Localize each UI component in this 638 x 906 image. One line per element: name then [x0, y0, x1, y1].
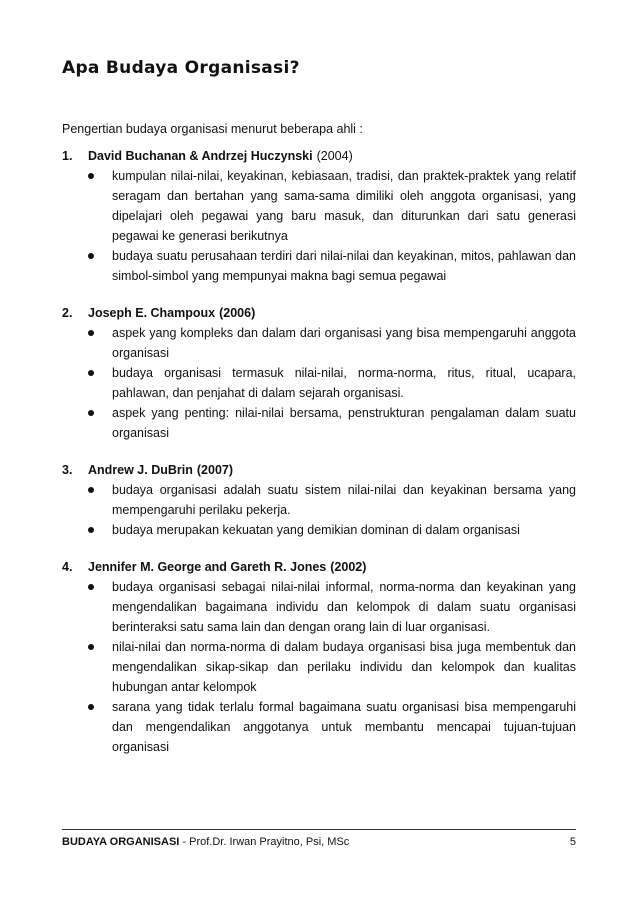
author-heading	[62, 146, 576, 166]
definition-point: nilai-nilai dan norma-norma di dalam budaya organisasi bisa juga membentuk dan mengendalikan sikap-sikap dan perilaku individu dan kelompok dan kualitas hubungan antar kelompok	[62, 637, 576, 697]
definition-point: budaya organisasi sebagai nilai-nilai informal, norma-norma dan keyakinan yang mengendalikan bagaimana individu dan kelompok di dalam suatu organisasi berinteraksi satu sama lain dan dengan orang lain di luar organisasi.	[62, 577, 576, 637]
footer-brand: BUDAYA ORGANISASI	[62, 836, 180, 848]
author-year: (2002)	[330, 560, 367, 574]
bullet-icon	[88, 253, 94, 259]
definition-point: aspek yang penting: nilai-nilai bersama, penstrukturan pengalaman dalam suatu organisasi	[62, 403, 576, 443]
definition-points	[62, 323, 576, 443]
author-heading	[62, 303, 576, 323]
page-footer	[62, 836, 576, 848]
author-name: David Buchanan & Andrzej Huczynski	[88, 149, 313, 163]
bullet-icon	[88, 173, 94, 179]
author-year: (2006)	[219, 306, 256, 320]
author-heading	[62, 460, 576, 480]
author-name: Joseph E. Champoux	[88, 306, 216, 320]
author-item	[62, 303, 576, 443]
definition-point: budaya organisasi adalah suatu sistem nilai-nilai dan keyakinan bersama yang mempengaruhi perilaku pekerja.	[62, 480, 576, 520]
page-number: 5	[569, 836, 576, 848]
author-number: 4.	[62, 560, 73, 574]
definitions-list	[62, 146, 576, 757]
bullet-icon	[88, 527, 94, 533]
definition-point: budaya suatu perusahaan terdiri dari nilai-nilai dan keyakinan, mitos, pahlawan dan simbol-simbol yang mempunyai makna bagi semua pegawai	[62, 246, 576, 286]
bullet-icon	[88, 410, 94, 416]
author-number: 2.	[62, 306, 73, 320]
definition-point: kumpulan nilai-nilai, keyakinan, kebiasaan, tradisi, dan praktek-praktek yang relatif seragam dan bertahan yang sama-sama dimiliki oleh anggota organisasi, yang dipelajari oleh pegawai yang baru masuk, dan diturunkan dari satu generasi pegawai ke generasi berikutnya	[62, 166, 576, 246]
author-year: (2004)	[316, 149, 353, 163]
bullet-icon	[88, 487, 94, 493]
author-name: Andrew J. DuBrin	[88, 463, 193, 477]
bullet-icon	[88, 644, 94, 650]
bullet-icon	[88, 704, 94, 710]
bullet-icon	[88, 370, 94, 376]
author-item	[62, 146, 576, 286]
bullet-icon	[88, 330, 94, 336]
footer-author: - Prof.Dr. Irwan Prayitno, Psi, MSc	[179, 836, 350, 848]
author-item	[62, 557, 576, 757]
definition-points	[62, 480, 576, 540]
intro-text: Pengertian budaya organisasi menurut beberapa ahli :	[62, 122, 363, 136]
footer-divider	[62, 829, 576, 830]
definition-point: budaya merupakan kekuatan yang demikian dominan di dalam organisasi	[62, 520, 576, 540]
definition-point: sarana yang tidak terlalu formal bagaimana suatu organisasi bisa mempengaruhi dan mengendalikan anggotanya untuk membantu mencapai tujuan-tujuan organisasi	[62, 697, 576, 757]
definition-points	[62, 166, 576, 286]
author-number: 1.	[62, 149, 73, 163]
author-year: (2007)	[196, 463, 234, 477]
author-number: 3.	[62, 463, 73, 477]
page-title: Apa Budaya Organisasi?	[62, 58, 300, 78]
bullet-icon	[88, 584, 94, 590]
author-name: Jennifer M. George and Gareth R. Jones	[88, 560, 327, 574]
definition-point: budaya organisasi termasuk nilai-nilai, norma-norma, ritus, ritual, ucapara, pahlawan, dan penjahat di dalam sejarah organisasi.	[62, 363, 576, 403]
author-item	[62, 460, 576, 540]
definition-point: aspek yang kompleks dan dalam dari organisasi yang bisa mempengaruhi anggota organisasi	[62, 323, 576, 363]
author-heading	[62, 557, 576, 577]
definition-points	[62, 577, 576, 757]
